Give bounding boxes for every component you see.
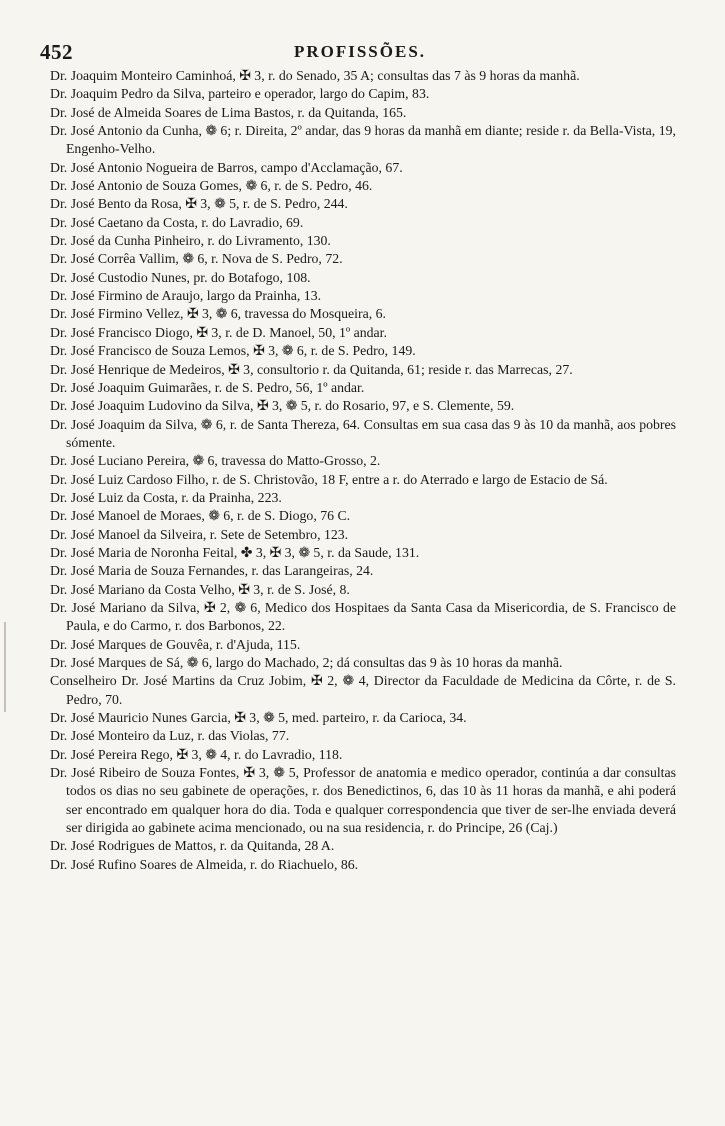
- list-item: Dr. Joaquim Monteiro Caminhoá, ✠ 3, r. do Senado, 35 A; consultas das 7 às 9 horas da manhã.: [50, 68, 580, 83]
- list-item: Dr. José Ribeiro de Souza Fontes, ✠ 3, ❁ 5, Professor de anatomia e medico operador, continúa a dar consultas todos os dias no seu gabinete de operações, r. dos Benedictinos, 6, das 10 às 11 horas da manhã, e ahi poderá ser encontrado em qualquer hora do dia. Toda e qualquer correspondencia que tiver de ser-lhe enviada deverá ser dirigida ao gabinete acima mencionado, ou na sua residencia, r. do Principe, 26 (Caj.): [50, 765, 676, 836]
- list-item: Dr. José Pereira Rego, ✠ 3, ❁ 4, r. do Lavradio, 118.: [50, 746, 343, 762]
- list-item: Dr. José Antonio da Cunha, ❁ 6; r. Direita, 2º andar, das 9 horas da manhã em diante; reside r. da Bella-Vista, 19, Engenho-Velho.: [50, 123, 676, 157]
- page-number: 452: [40, 40, 73, 64]
- list-item: Dr. José Bento da Rosa, ✠ 3, ❁ 5, r. de S. Pedro, 244.: [50, 196, 348, 212]
- list-item: Dr. Joaquim Pedro da Silva, parteiro e operador, largo do Capim, 83.: [50, 86, 430, 102]
- list-item: Dr. José Joaquim da Silva, ❁ 6, r. de Santa Thereza, 64. Consultas em sua casa das 9 às 10 da manhã, aos pobres sómente.: [50, 416, 676, 450]
- list-item: Dr. José Joaquim Guimarães, r. de S. Pedro, 56, 1º andar.: [50, 379, 365, 395]
- list-item: Dr. José Rodrigues de Mattos, r. da Quitanda, 28 A.: [50, 838, 335, 854]
- list-item: Dr. José Manoel da Silveira, r. Sete de Setembro, 123.: [50, 526, 349, 542]
- list-item: Dr. José da Cunha Pinheiro, r. do Livramento, 130.: [50, 233, 331, 249]
- list-item: Dr. José Henrique de Medeiros, ✠ 3, consultorio r. da Quitanda, 61; reside r. das Marrecas, 27.: [50, 361, 573, 377]
- list-item: Dr. José Luciano Pereira, ❁ 6, travessa do Matto-Grosso, 2.: [50, 453, 381, 469]
- list-item: Dr. José Luiz Cardoso Filho, r. de S. Christovão, 18 F, entre a r. do Aterrado e largo de Estacio de Sá.: [50, 471, 608, 487]
- margin-stain: [4, 622, 16, 712]
- list-item: Dr. José Rufino Soares de Almeida, r. do Riachuelo, 86.: [50, 856, 359, 872]
- list-item: Dr. José Joaquim Ludovino da Silva, ✠ 3, ❁ 5, r. do Rosario, 97, e S. Clemente, 59.: [50, 398, 515, 414]
- list-item: Dr. José Corrêa Vallim, ❁ 6, r. Nova de S. Pedro, 72.: [50, 251, 343, 267]
- running-title: PROFISSÕES.: [293, 42, 427, 61]
- list-item: Dr. José Monteiro da Luz, r. das Violas, 77.: [50, 728, 290, 744]
- list-item: Dr. José Francisco de Souza Lemos, ✠ 3, ❁ 6, r. de S. Pedro, 149.: [50, 343, 416, 359]
- list-item: Dr. José Mariano da Silva, ✠ 2, ❁ 6, Medico dos Hospitaes da Santa Casa da Misericordia, de S. Francisco de Paula, e do Carmo, r. dos Barbonos, 22.: [50, 599, 676, 634]
- list-item: Dr. José Mauricio Nunes Garcia, ✠ 3, ❁ 5, med. parteiro, r. da Carioca, 34.: [50, 710, 467, 726]
- list-item: Dr. José Maria de Noronha Feital, ✤ 3, ✠ 3, ❁ 5, r. da Saude, 131.: [50, 544, 420, 560]
- list-item: Dr. José Custodio Nunes, pr. do Botafogo, 108.: [50, 269, 311, 285]
- list-item: Dr. José Francisco Diogo, ✠ 3, r. de D. Manoel, 50, 1º andar.: [50, 324, 387, 340]
- list-item: Dr. José Caetano da Costa, r. do Lavradio, 69.: [50, 214, 304, 230]
- entry-list: [50, 67, 676, 874]
- list-item: Dr. José Marques de Gouvêa, r. d'Ajuda, 115.: [50, 636, 301, 652]
- list-item: Dr. José Mariano da Costa Velho, ✠ 3, r. de S. José, 8.: [50, 581, 350, 597]
- list-item: Dr. José Marques de Sá, ❁ 6, largo do Machado, 2; dá consultas das 9 às 10 horas da manhã.: [50, 655, 563, 670]
- list-item: Dr. José Firmino Vellez, ✠ 3, ❁ 6, travessa do Mosqueira, 6.: [50, 306, 386, 322]
- list-item: Dr. José Maria de Souza Fernandes, r. das Larangeiras, 24.: [50, 563, 374, 579]
- list-item: Dr. José Manoel de Moraes, ❁ 6, r. de S. Diogo, 76 C.: [50, 508, 351, 524]
- page-header: [40, 40, 680, 66]
- list-item: Dr. José Luiz da Costa, r. da Prainha, 223.: [50, 489, 282, 505]
- list-item: Dr. José Firmino de Araujo, largo da Prainha, 13.: [50, 288, 322, 304]
- list-item: Dr. José Antonio de Souza Gomes, ❁ 6, r. de S. Pedro, 46.: [50, 178, 373, 194]
- list-item: Dr. José de Almeida Soares de Lima Bastos, r. da Quitanda, 165.: [50, 104, 407, 120]
- list-item: Dr. José Antonio Nogueira de Barros, campo d'Acclamação, 67.: [50, 159, 403, 175]
- list-item: Conselheiro Dr. José Martins da Cruz Jobim, ✠ 2, ❁ 4, Director da Faculdade de Medicina da Côrte, r. de S. Pedro, 70.: [50, 673, 676, 707]
